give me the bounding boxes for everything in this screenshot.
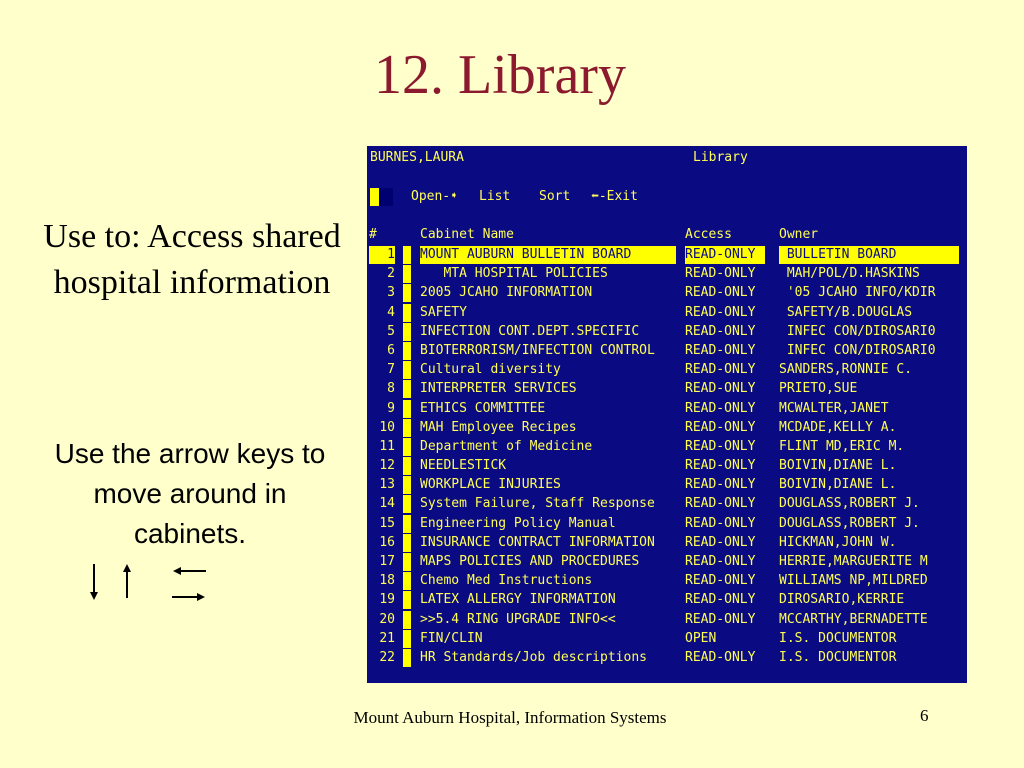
row-marker [403, 304, 411, 322]
cabinet-access: READ-ONLY [685, 304, 756, 320]
cabinet-name: Department of Medicine [420, 438, 593, 454]
cabinet-name: Engineering Policy Manual [420, 515, 616, 531]
row-marker [403, 495, 411, 513]
row-number: 13 [379, 477, 395, 493]
row-marker [403, 630, 411, 648]
row-marker [403, 572, 411, 590]
table-row[interactable] [367, 495, 967, 514]
row-number: 22 [379, 649, 395, 665]
cabinet-access: OPEN [685, 630, 717, 646]
cabinet-owner: FLINT MD,ERIC M. [779, 438, 905, 454]
cabinet-name: MTA HOSPITAL POLICIES [420, 266, 608, 282]
table-row[interactable] [367, 630, 967, 649]
page-number: 6 [920, 706, 929, 725]
cabinet-access: READ-ONLY [685, 323, 756, 339]
row-marker [403, 649, 411, 667]
row-number: 4 [387, 304, 395, 320]
row-marker [403, 400, 411, 418]
cabinet-name: INSURANCE CONTRACT INFORMATION [420, 534, 655, 550]
cabinet-owner: HERRIE,MARGUERITE M [779, 554, 928, 569]
table-row[interactable] [367, 515, 967, 534]
cabinet-access: READ-ONLY [685, 362, 756, 378]
cabinet-owner: MCWALTER,JANET [779, 400, 889, 416]
row-marker [403, 342, 411, 360]
cabinet-name: MOUNT AUBURN BULLETIN BOARD [420, 246, 676, 264]
cabinet-owner: DOUGLASS,ROBERT J. [779, 515, 920, 531]
row-number: 16 [379, 534, 395, 550]
row-number: 8 [387, 381, 395, 397]
table-row[interactable] [367, 534, 967, 553]
row-number: 6 [387, 342, 395, 358]
cabinet-access: READ-ONLY [685, 342, 756, 358]
row-marker [403, 553, 411, 571]
cabinet-name: BIOTERRORISM/INFECTION CONTROL [420, 342, 655, 358]
table-row[interactable] [367, 591, 967, 610]
row-number: 11 [379, 438, 395, 454]
row-marker [403, 419, 411, 437]
cabinet-name: >>5.4 RING UPGRADE INFO<< [420, 611, 616, 627]
column-header-access: Access [685, 227, 732, 242]
instructions-text: Use the arrow keys to move around in cabinets. [54, 438, 326, 549]
menu-list[interactable]: List [479, 189, 511, 204]
menu-open[interactable]: Open-➧ [411, 189, 458, 204]
cabinet-owner: BOIVIN,DIANE L. [779, 458, 897, 474]
row-number: 20 [379, 611, 395, 627]
cabinet-access: READ-ONLY [685, 515, 756, 531]
cabinet-name: System Failure, Staff Response [420, 496, 655, 512]
cabinet-access: READ-ONLY [685, 266, 756, 282]
row-number: 5 [387, 323, 395, 339]
cabinet-owner: DIROSARIO,KERRIE [779, 592, 905, 608]
column-header-num: # [369, 227, 377, 242]
cabinet-owner: SAFETY/B.DOUGLAS [779, 304, 913, 320]
row-marker [403, 457, 411, 475]
cabinet-access: READ-ONLY [685, 419, 756, 435]
cabinet-access: READ-ONLY [685, 246, 765, 264]
slide-title: 12. Library [374, 44, 626, 106]
row-number: 9 [387, 400, 395, 416]
cabinet-access: READ-ONLY [685, 285, 756, 301]
table-row[interactable] [367, 265, 967, 284]
row-marker [403, 265, 411, 283]
table-row[interactable] [367, 611, 967, 630]
cabinet-owner: BOIVIN,DIANE L. [779, 477, 897, 493]
cabinet-access: READ-ONLY [685, 381, 756, 397]
row-number: 1 [369, 246, 395, 264]
cabinet-owner: '05 JCAHO INFO/KDIR [779, 285, 936, 301]
cabinet-owner: WILLIAMS NP,MILDRED [779, 573, 928, 589]
menu-sort[interactable]: Sort [539, 189, 571, 204]
cabinet-name: MAPS POLICIES AND PROCEDURES [420, 554, 640, 569]
cabinet-name: INFECTION CONT.DEPT.SPECIFIC [420, 323, 640, 339]
row-number: 18 [379, 573, 395, 589]
cabinet-name: MAH Employee Recipes [420, 419, 577, 435]
footer-text: Mount Auburn Hospital, Information Systems [353, 708, 667, 727]
table-row[interactable] [367, 342, 967, 361]
cabinet-name: NEEDLESTICK [420, 458, 507, 474]
row-marker [403, 380, 411, 398]
row-marker [403, 591, 411, 609]
table-row[interactable] [367, 361, 967, 380]
row-marker [403, 534, 411, 552]
row-number: 3 [387, 285, 395, 301]
table-row[interactable] [367, 476, 967, 495]
cabinet-owner: MCCARTHY,BERNADETTE [779, 611, 928, 627]
cabinet-owner: INFEC CON/DIROSARI0 [779, 342, 936, 358]
row-marker [403, 246, 411, 264]
row-number: 7 [387, 362, 395, 378]
cabinet-name: HR Standards/Job descriptions [420, 649, 647, 665]
row-marker [403, 438, 411, 456]
cabinet-owner: I.S. DOCUMENTOR [779, 649, 897, 665]
cabinet-owner: MAH/POL/D.HASKINS [779, 266, 920, 282]
cabinet-list [367, 246, 967, 668]
table-row[interactable] [367, 380, 967, 399]
row-number: 12 [379, 458, 395, 474]
cursor [370, 188, 379, 206]
cabinet-access: READ-ONLY [685, 400, 756, 416]
terminal-window [367, 146, 967, 683]
arrow-keys-icon [80, 560, 230, 610]
table-row[interactable] [367, 553, 967, 572]
cabinet-access: READ-ONLY [685, 649, 756, 665]
row-marker [403, 611, 411, 629]
table-row[interactable] [367, 284, 967, 303]
cabinet-owner: INFEC CON/DIROSARI0 [779, 323, 936, 339]
row-number: 21 [379, 630, 395, 646]
cabinet-name: WORKPLACE INJURIES [420, 477, 561, 493]
table-row[interactable] [367, 419, 967, 438]
table-row[interactable] [367, 438, 967, 457]
column-header-owner: Owner [779, 227, 819, 242]
cabinet-access: READ-ONLY [685, 438, 756, 454]
cabinet-owner: I.S. DOCUMENTOR [779, 630, 897, 646]
row-number: 10 [379, 419, 395, 435]
cabinet-name: 2005 JCAHO INFORMATION [420, 285, 593, 301]
cabinet-owner: SANDERS,RONNIE C. [779, 362, 913, 378]
user-name: BURNES,LAURA [370, 150, 464, 165]
cabinet-access: READ-ONLY [685, 477, 756, 493]
cursor-shadow [379, 188, 393, 206]
table-row[interactable] [367, 400, 967, 419]
table-row[interactable] [367, 304, 967, 323]
table-row[interactable] [367, 246, 967, 265]
cabinet-access: READ-ONLY [685, 496, 756, 512]
cabinet-name: FIN/CLIN [420, 630, 483, 646]
cabinet-owner: PRIETO,SUE [779, 381, 858, 397]
cabinet-name: ETHICS COMMITTEE [420, 400, 546, 416]
row-marker [403, 476, 411, 494]
cabinet-access: READ-ONLY [685, 458, 756, 474]
table-row[interactable] [367, 649, 967, 668]
row-number: 2 [387, 266, 395, 282]
row-number: 15 [379, 515, 395, 531]
cabinet-owner: MCDADE,KELLY A. [779, 419, 897, 435]
table-row[interactable] [367, 323, 967, 342]
row-number: 17 [379, 554, 395, 569]
cabinet-name: Chemo Med Instructions [420, 573, 593, 589]
cabinet-owner: HICKMAN,JOHN W. [779, 534, 897, 550]
cabinet-name: INTERPRETER SERVICES [420, 381, 577, 397]
cabinet-owner: BULLETIN BOARD [779, 246, 959, 264]
row-number: 19 [379, 592, 395, 608]
row-marker [403, 361, 411, 379]
table-row[interactable] [367, 572, 967, 591]
cabinet-access: READ-ONLY [685, 611, 756, 627]
column-header-name: Cabinet Name [420, 227, 514, 242]
row-marker [403, 515, 411, 533]
row-marker [403, 284, 411, 302]
row-number: 14 [379, 496, 395, 512]
cabinet-name: LATEX ALLERGY INFORMATION [420, 592, 616, 608]
cabinet-access: READ-ONLY [685, 573, 756, 589]
cabinet-owner: DOUGLASS,ROBERT J. [779, 496, 920, 512]
use-to-text: Use to: Access shared hospital information [43, 218, 341, 301]
cabinet-access: READ-ONLY [685, 534, 756, 550]
screen-title: Library [693, 150, 748, 165]
cabinet-name: SAFETY [420, 304, 467, 320]
row-marker [403, 323, 411, 341]
table-row[interactable] [367, 457, 967, 476]
cabinet-name: Cultural diversity [420, 362, 561, 378]
cabinet-access: READ-ONLY [685, 554, 756, 569]
cabinet-access: READ-ONLY [685, 592, 756, 608]
menu-exit[interactable]: ⬅-Exit [591, 189, 638, 204]
